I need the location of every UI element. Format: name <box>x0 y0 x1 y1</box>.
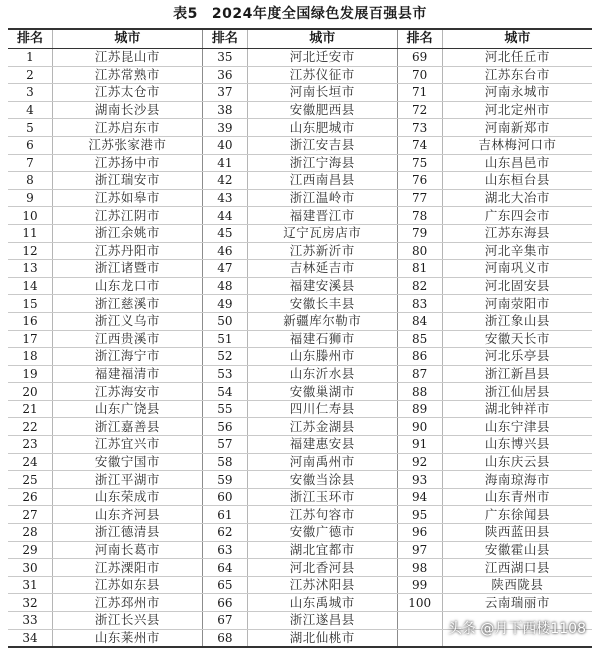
city-cell: 安徽天长市 <box>442 330 592 348</box>
rank-cell: 40 <box>202 136 247 154</box>
city-cell: 湖北钟祥市 <box>442 400 592 418</box>
city-cell: 浙江新昌县 <box>442 365 592 383</box>
rank-cell: 63 <box>202 541 247 559</box>
header-row <box>8 29 592 49</box>
city-cell: 山东荣成市 <box>53 488 203 506</box>
table-row <box>8 207 592 225</box>
city-cell: 山东龙口市 <box>53 277 203 295</box>
city-cell: 河南新郑市 <box>442 119 592 137</box>
city-cell: 河北香河县 <box>247 559 397 577</box>
table-row <box>8 101 592 119</box>
rank-cell: 12 <box>8 242 53 260</box>
rank-cell: 36 <box>202 66 247 84</box>
city-cell: 江苏溧阳市 <box>53 559 203 577</box>
table-row <box>8 312 592 330</box>
table-row <box>8 400 592 418</box>
city-cell: 江苏如东县 <box>53 576 203 594</box>
rank-cell: 37 <box>202 84 247 102</box>
city-cell: 安徽霍山县 <box>442 541 592 559</box>
city-cell: 江苏沭阳县 <box>247 576 397 594</box>
table-row <box>8 594 592 612</box>
rank-cell: 19 <box>8 365 53 383</box>
rank-cell: 93 <box>397 471 442 489</box>
city-cell: 福建安溪县 <box>247 277 397 295</box>
table-row <box>8 189 592 207</box>
city-cell: 河南禹州市 <box>247 453 397 471</box>
rank-cell: 60 <box>202 488 247 506</box>
city-cell: 浙江诸暨市 <box>53 260 203 278</box>
rank-cell: 30 <box>8 559 53 577</box>
rank-cell: 45 <box>202 224 247 242</box>
rank-cell: 65 <box>202 576 247 594</box>
city-cell: 江苏太仓市 <box>53 84 203 102</box>
city-cell: 江西南昌县 <box>247 172 397 190</box>
city-cell: 安徽广德市 <box>247 524 397 542</box>
table-row <box>8 119 592 137</box>
table-row <box>8 488 592 506</box>
city-cell: 河南长垣市 <box>247 84 397 102</box>
table-row <box>8 224 592 242</box>
rank-cell: 55 <box>202 400 247 418</box>
city-cell: 安徽当涂县 <box>247 471 397 489</box>
city-cell: 河南长葛市 <box>53 541 203 559</box>
watermark: 头条 @月下西楼1108 <box>447 621 586 637</box>
city-cell: 浙江海宁市 <box>53 348 203 366</box>
city-cell: 江西贵溪市 <box>53 330 203 348</box>
rank-cell: 87 <box>397 365 442 383</box>
rank-cell: 1 <box>8 49 53 67</box>
city-cell: 山东禹城市 <box>247 594 397 612</box>
rank-cell: 4 <box>8 101 53 119</box>
table-row <box>8 330 592 348</box>
rank-cell: 9 <box>8 189 53 207</box>
rank-cell: 48 <box>202 277 247 295</box>
city-cell: 江苏金湖县 <box>247 418 397 436</box>
rank-cell: 69 <box>397 49 442 67</box>
city-cell: 湖北大冶市 <box>442 189 592 207</box>
rank-cell: 34 <box>8 629 53 647</box>
city-cell: 河南永城市 <box>442 84 592 102</box>
table-row <box>8 154 592 172</box>
rank-cell: 10 <box>8 207 53 225</box>
city-header: 城市 <box>442 29 592 49</box>
city-cell: 山东宁津县 <box>442 418 592 436</box>
city-header: 城市 <box>247 29 397 49</box>
table-row <box>8 453 592 471</box>
rank-cell: 83 <box>397 295 442 313</box>
table-row <box>8 524 592 542</box>
rank-cell: 8 <box>8 172 53 190</box>
city-cell: 河北乐亭县 <box>442 348 592 366</box>
rank-cell: 5 <box>8 119 53 137</box>
table-row <box>8 277 592 295</box>
rank-cell: 15 <box>8 295 53 313</box>
rank-cell: 31 <box>8 576 53 594</box>
city-cell: 浙江德清县 <box>53 524 203 542</box>
rank-cell: 75 <box>397 154 442 172</box>
city-cell: 安徽肥西县 <box>247 101 397 119</box>
city-cell: 江苏张家港市 <box>53 136 203 154</box>
city-cell: 浙江宁海县 <box>247 154 397 172</box>
rank-cell: 73 <box>397 119 442 137</box>
city-cell: 山东沂水县 <box>247 365 397 383</box>
rank-cell: 52 <box>202 348 247 366</box>
city-cell: 湖北仙桃市 <box>247 629 397 647</box>
rank-cell: 78 <box>397 207 442 225</box>
rank-cell: 71 <box>397 84 442 102</box>
rank-cell: 11 <box>8 224 53 242</box>
city-cell: 江苏昆山市 <box>53 49 203 67</box>
city-cell: 江苏东台市 <box>442 66 592 84</box>
rank-cell: 3 <box>8 84 53 102</box>
city-cell: 浙江平湖市 <box>53 471 203 489</box>
table-title <box>0 3 600 23</box>
table-row <box>8 471 592 489</box>
rank-cell: 82 <box>397 277 442 295</box>
rank-cell: 17 <box>8 330 53 348</box>
rank-cell: 49 <box>202 295 247 313</box>
city-cell: 江西湖口县 <box>442 559 592 577</box>
rank-cell: 47 <box>202 260 247 278</box>
city-cell: 江苏邳州市 <box>53 594 203 612</box>
rank-cell: 43 <box>202 189 247 207</box>
table-row <box>8 541 592 559</box>
city-cell: 江苏启东市 <box>53 119 203 137</box>
rank-cell: 89 <box>397 400 442 418</box>
city-cell: 山东博兴县 <box>442 436 592 454</box>
city-cell: 陕西陇县 <box>442 576 592 594</box>
city-cell: 河南巩义市 <box>442 260 592 278</box>
rank-cell: 20 <box>8 383 53 401</box>
city-cell: 河南荥阳市 <box>442 295 592 313</box>
rank-cell: 27 <box>8 506 53 524</box>
city-cell: 浙江温岭市 <box>247 189 397 207</box>
city-cell: 福建惠安县 <box>247 436 397 454</box>
table-row <box>8 418 592 436</box>
table-row <box>8 383 592 401</box>
city-cell: 江苏仪征市 <box>247 66 397 84</box>
city-cell: 安徽巢湖市 <box>247 383 397 401</box>
city-cell: 江苏句容市 <box>247 506 397 524</box>
city-cell: 湖北宜都市 <box>247 541 397 559</box>
rank-cell: 44 <box>202 207 247 225</box>
city-cell: 福建福清市 <box>53 365 203 383</box>
table-row <box>8 242 592 260</box>
table-row <box>8 66 592 84</box>
rank-cell: 79 <box>397 224 442 242</box>
rank-cell: 53 <box>202 365 247 383</box>
city-header: 城市 <box>53 29 203 49</box>
rank-cell: 57 <box>202 436 247 454</box>
rank-cell: 85 <box>397 330 442 348</box>
city-cell: 浙江慈溪市 <box>53 295 203 313</box>
city-cell: 浙江义乌市 <box>53 312 203 330</box>
rank-cell: 95 <box>397 506 442 524</box>
rank-cell: 21 <box>8 400 53 418</box>
city-cell: 云南瑞丽市 <box>442 594 592 612</box>
rank-cell: 74 <box>397 136 442 154</box>
city-cell: 山东庆云县 <box>442 453 592 471</box>
table-caption: 2024年度全国绿色发展百强县市 <box>211 6 427 22</box>
rank-cell: 98 <box>397 559 442 577</box>
rank-cell: 99 <box>397 576 442 594</box>
rank-cell: 62 <box>202 524 247 542</box>
rank-cell: 22 <box>8 418 53 436</box>
city-cell: 广东徐闻县 <box>442 506 592 524</box>
rank-cell: 7 <box>8 154 53 172</box>
rank-cell: 24 <box>8 453 53 471</box>
rank-cell: 90 <box>397 418 442 436</box>
rank-cell: 35 <box>202 49 247 67</box>
rank-cell: 97 <box>397 541 442 559</box>
city-cell: 江苏江阴市 <box>53 207 203 225</box>
rank-cell: 29 <box>8 541 53 559</box>
table-row <box>8 84 592 102</box>
city-cell: 吉林梅河口市 <box>442 136 592 154</box>
rank-header: 排名 <box>397 29 442 49</box>
rank-cell: 94 <box>397 488 442 506</box>
rank-cell: 16 <box>8 312 53 330</box>
rank-cell: 13 <box>8 260 53 278</box>
rank-cell: 51 <box>202 330 247 348</box>
rank-cell: 32 <box>8 594 53 612</box>
city-cell: 福建石狮市 <box>247 330 397 348</box>
city-cell: 山东桓台县 <box>442 172 592 190</box>
rank-cell: 14 <box>8 277 53 295</box>
rank-cell: 41 <box>202 154 247 172</box>
city-cell: 新疆库尔勒市 <box>247 312 397 330</box>
city-cell: 山东莱州市 <box>53 629 203 647</box>
city-cell: 江苏丹阳市 <box>53 242 203 260</box>
city-cell: 山东广饶县 <box>53 400 203 418</box>
city-cell: 山东昌邑市 <box>442 154 592 172</box>
rank-cell: 72 <box>397 101 442 119</box>
city-cell: 河北辛集市 <box>442 242 592 260</box>
rank-cell: 56 <box>202 418 247 436</box>
table-row <box>8 172 592 190</box>
city-cell: 浙江余姚市 <box>53 224 203 242</box>
city-cell: 安徽宁国市 <box>53 453 203 471</box>
city-cell: 河北迁安市 <box>247 49 397 67</box>
city-cell: 浙江嘉善县 <box>53 418 203 436</box>
city-cell: 海南琼海市 <box>442 471 592 489</box>
rank-cell: 46 <box>202 242 247 260</box>
rank-cell: 91 <box>397 436 442 454</box>
rank-cell: 39 <box>202 119 247 137</box>
city-cell: 江苏扬中市 <box>53 154 203 172</box>
city-cell: 吉林延吉市 <box>247 260 397 278</box>
rank-cell: 42 <box>202 172 247 190</box>
city-cell: 浙江瑞安市 <box>53 172 203 190</box>
rank-cell: 38 <box>202 101 247 119</box>
table-row <box>8 365 592 383</box>
city-cell: 山东齐河县 <box>53 506 203 524</box>
city-cell: 陕西蓝田县 <box>442 524 592 542</box>
city-cell: 浙江象山县 <box>442 312 592 330</box>
rank-cell: 84 <box>397 312 442 330</box>
city-cell: 河北固安县 <box>442 277 592 295</box>
rank-cell <box>397 612 442 630</box>
rank-cell: 96 <box>397 524 442 542</box>
table-row <box>8 295 592 313</box>
city-cell: 安徽长丰县 <box>247 295 397 313</box>
city-cell: 浙江安吉县 <box>247 136 397 154</box>
city-cell: 广东四会市 <box>442 207 592 225</box>
rank-cell: 61 <box>202 506 247 524</box>
rank-cell: 76 <box>397 172 442 190</box>
rank-cell: 59 <box>202 471 247 489</box>
city-cell: 山东肥城市 <box>247 119 397 137</box>
rank-cell: 2 <box>8 66 53 84</box>
rank-header: 排名 <box>8 29 53 49</box>
rank-cell: 70 <box>397 66 442 84</box>
rank-cell: 67 <box>202 612 247 630</box>
city-cell: 浙江玉环市 <box>247 488 397 506</box>
rank-cell: 33 <box>8 612 53 630</box>
table-row <box>8 49 592 67</box>
city-cell: 河北任丘市 <box>442 49 592 67</box>
city-cell: 江苏常熟市 <box>53 66 203 84</box>
city-cell: 四川仁寿县 <box>247 400 397 418</box>
city-cell: 江苏海安市 <box>53 383 203 401</box>
city-cell: 湖南长沙县 <box>53 101 203 119</box>
city-cell: 山东滕州市 <box>247 348 397 366</box>
rank-cell: 92 <box>397 453 442 471</box>
rank-cell: 28 <box>8 524 53 542</box>
city-cell: 江苏新沂市 <box>247 242 397 260</box>
rank-cell: 77 <box>397 189 442 207</box>
table-label: 表5 <box>173 6 198 22</box>
rank-header: 排名 <box>202 29 247 49</box>
table-row <box>8 348 592 366</box>
city-cell: 浙江遂昌县 <box>247 612 397 630</box>
rank-cell: 6 <box>8 136 53 154</box>
city-cell: 江苏宜兴市 <box>53 436 203 454</box>
city-cell: 浙江长兴县 <box>53 612 203 630</box>
city-cell: 江苏东海县 <box>442 224 592 242</box>
rank-cell <box>397 629 442 647</box>
rank-cell: 50 <box>202 312 247 330</box>
rank-cell: 100 <box>397 594 442 612</box>
ranking-table <box>8 28 592 648</box>
rank-cell: 26 <box>8 488 53 506</box>
city-cell: 浙江仙居县 <box>442 383 592 401</box>
table-row <box>8 436 592 454</box>
rank-cell: 54 <box>202 383 247 401</box>
rank-cell: 18 <box>8 348 53 366</box>
rank-cell: 58 <box>202 453 247 471</box>
rank-cell: 66 <box>202 594 247 612</box>
rank-cell: 68 <box>202 629 247 647</box>
table-row <box>8 559 592 577</box>
rank-cell: 25 <box>8 471 53 489</box>
rank-cell: 86 <box>397 348 442 366</box>
city-cell: 福建晋江市 <box>247 207 397 225</box>
table-row <box>8 506 592 524</box>
city-cell: 山东青州市 <box>442 488 592 506</box>
rank-cell: 88 <box>397 383 442 401</box>
rank-cell: 23 <box>8 436 53 454</box>
city-cell: 辽宁瓦房店市 <box>247 224 397 242</box>
rank-cell: 80 <box>397 242 442 260</box>
rank-cell: 81 <box>397 260 442 278</box>
city-cell: 河北定州市 <box>442 101 592 119</box>
table-body <box>8 49 592 648</box>
rank-cell: 64 <box>202 559 247 577</box>
table-row <box>8 260 592 278</box>
city-cell: 江苏如皋市 <box>53 189 203 207</box>
table-row <box>8 576 592 594</box>
table-row <box>8 136 592 154</box>
